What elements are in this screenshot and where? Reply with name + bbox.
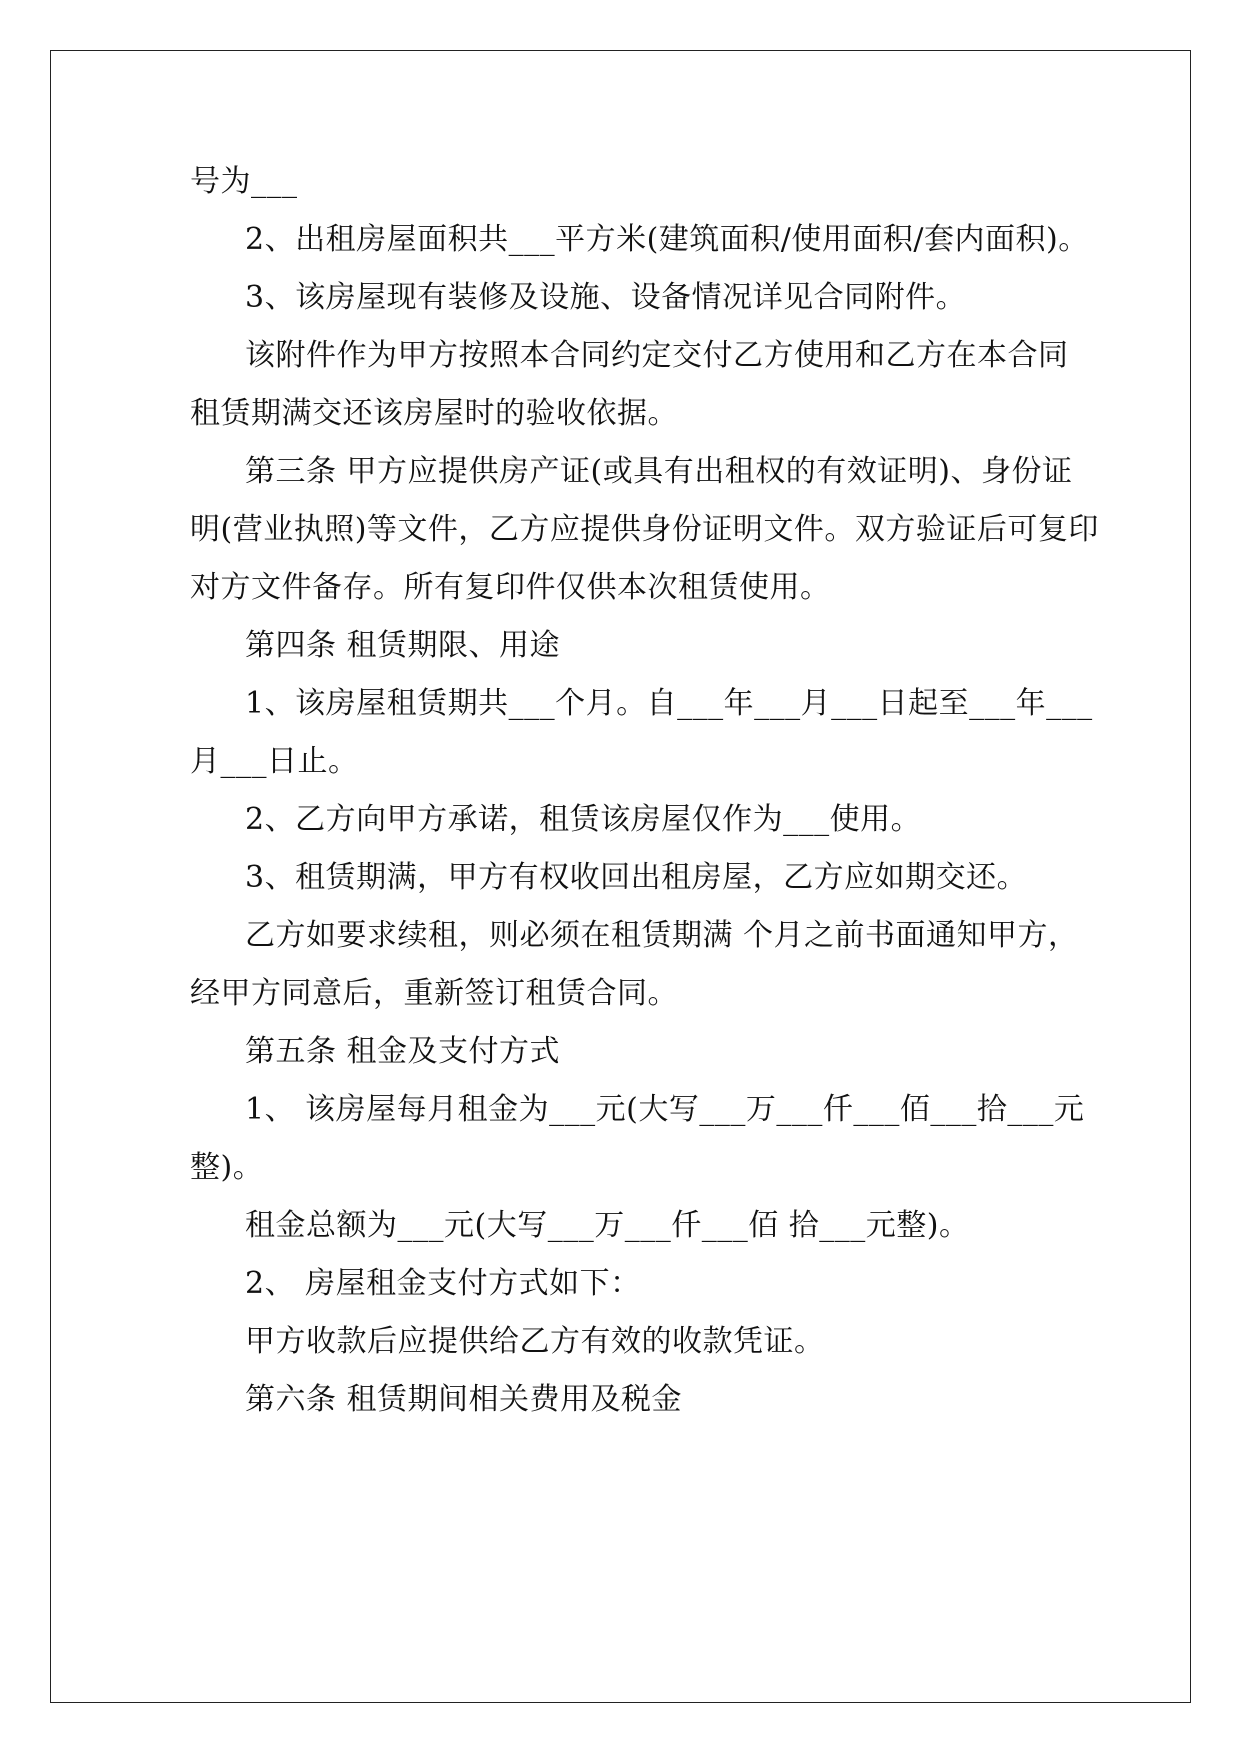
text-line: 乙方如要求续租，则必须在租赁期满 个月之前书面通知甲方，: [245, 918, 1079, 953]
text-line: 整)。: [190, 1150, 264, 1185]
text-line: 经甲方同意后，重新签订租赁合同。: [190, 976, 678, 1011]
text-line: 1、 该房屋每月租金为___元(大写___万___仟___佰___拾___元: [245, 1092, 1085, 1127]
text-line: 甲方收款后应提供给乙方有效的收款凭证。: [245, 1324, 825, 1359]
text-line: 号为___: [190, 164, 298, 199]
text-line: 3、租赁期满，甲方有权收回出租房屋，乙方应如期交还。: [245, 860, 1028, 895]
text-line: 租金总额为___元(大写___万___仟___佰 拾___元整)。: [245, 1208, 970, 1243]
text-line: 租赁期满交还该房屋时的验收依据。: [190, 396, 678, 431]
text-line: 该附件作为甲方按照本合同约定交付乙方使用和乙方在本合同: [245, 338, 1069, 373]
section-heading: 第五条 租金及支付方式: [245, 1034, 561, 1069]
text-line: 对方文件备存。所有复印件仅供本次租赁使用。: [190, 570, 831, 605]
text-line: 2、出租房屋面积共___平方米(建筑面积/使用面积/套内面积)。: [245, 222, 1089, 257]
text-line: 2、乙方向甲方承诺，租赁该房屋仅作为___使用。: [245, 802, 922, 837]
text-line: 2、 房屋租金支付方式如下：: [245, 1266, 641, 1301]
text-line: 明(营业执照)等文件，乙方应提供身份证明文件。双方验证后可复印: [190, 512, 1099, 547]
text-line: 3、该房屋现有装修及设施、设备情况详见合同附件。: [245, 280, 967, 315]
text-line: 月___日止。: [190, 744, 359, 779]
text-line: 第三条 甲方应提供房产证(或具有出租权的有效证明)、身份证: [245, 454, 1073, 489]
text-line: 1、该房屋租赁期共___个月。自___年___月___日起至___年___: [245, 686, 1093, 721]
section-heading: 第六条 租赁期间相关费用及税金: [245, 1382, 683, 1417]
section-heading: 第四条 租赁期限、用途: [245, 628, 561, 663]
